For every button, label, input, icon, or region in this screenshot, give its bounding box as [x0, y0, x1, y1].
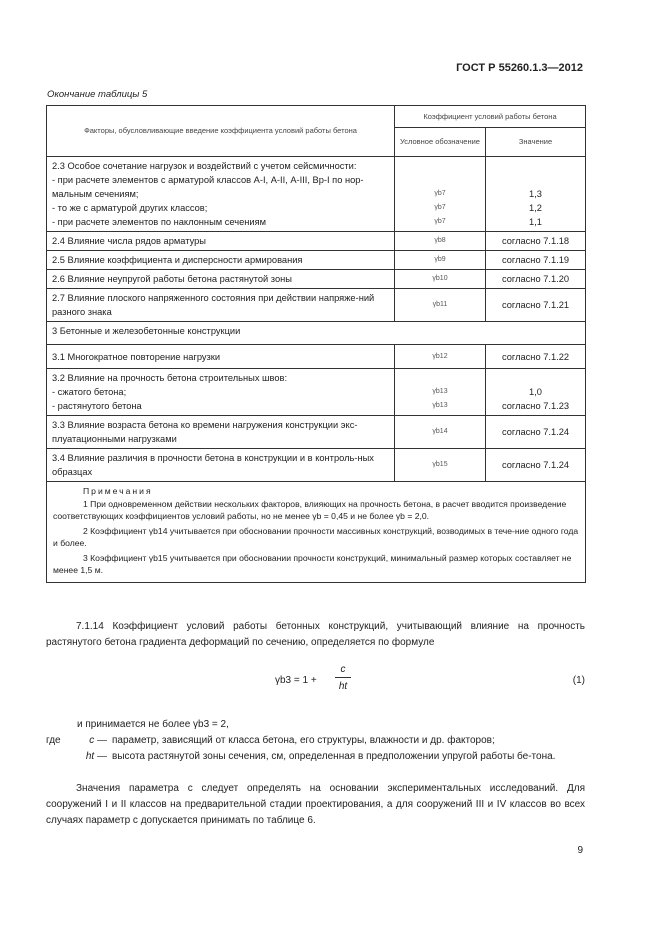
value: согласно 7.1.18 [486, 232, 586, 251]
paragraph-7-1-14: 7.1.14 Коэффициент условий работы бетонных конструкций, учитывающий влияние на прочность растянутого бетона градиента деформаций по сечению, определяется по формуле [46, 620, 585, 648]
factor: 2.6 Влияние неупругой работы бетона растянутой зоны [47, 270, 395, 289]
table-row [47, 345, 586, 369]
factor: 2.5 Влияние коэффициента и дисперсности армирования [47, 251, 395, 270]
symbol: γb7 [434, 204, 446, 211]
factor: 3.3 Влияние возраста бетона ко времени нагружения конструкции экс-плуатационными нагрузками [47, 416, 395, 449]
formula-number: (1) [572, 674, 585, 686]
table-row [47, 289, 586, 322]
table-caption: Окончание таблицы 5 [47, 89, 148, 100]
row-line: - при расчете элементов по наклонным сечениям [52, 217, 267, 227]
table-row [47, 449, 586, 482]
header-value: Значение [486, 128, 586, 157]
symbol-c: c — [89, 734, 107, 746]
table-row [47, 251, 586, 270]
row-line: - то же с арматурой других классов; [52, 203, 208, 213]
definition-row-c [46, 733, 585, 749]
note: 2 Коэффициент γb14 учитывается при обосновании прочности массивных конструкций, возводимых в тече-ние одного года и более. [53, 525, 579, 548]
coefficients-table [46, 105, 586, 583]
value: согласно 7.1.24 [486, 449, 586, 482]
definition-row-h [46, 749, 585, 765]
table-row [47, 270, 586, 289]
symbol: γb13 [432, 402, 448, 409]
symbol: γb11 [395, 289, 486, 322]
note: 1 При одновременном действии нескольких факторов, влияющих на прочность бетона, в расчет вводится произведение соответствующих коэффициентов условий работы, но не менее γb = 0,45 и не более γb = 2,0. [53, 498, 567, 521]
symbol: γb7 [434, 218, 446, 225]
value: согласно 7.1.19 [486, 251, 586, 270]
notes-title: Примечания [83, 486, 153, 496]
section-row [47, 322, 586, 345]
value: согласно 7.1.22 [486, 345, 586, 369]
table-row [47, 416, 586, 449]
page-content [46, 0, 585, 829]
symbol: γb8 [395, 232, 486, 251]
definition-h: высота растянутой зоны сечения, см, определенная в предположении упругой работы бе-тона. [112, 750, 556, 762]
symbol: γb10 [395, 270, 486, 289]
where-label: где [46, 734, 61, 746]
formula-lhs: γb3 = 1 + [275, 674, 317, 686]
formula-numerator: c [335, 663, 351, 678]
value: 1,3 [529, 189, 542, 199]
row-line: - при расчете элементов с арматурой классов А-I, А-II, А-III, Вр-I по нор-мальным сечениям; [52, 175, 364, 199]
symbol: γb13 [432, 388, 448, 395]
symbol: γb7 [434, 190, 446, 197]
paragraph: и принимается не более γb3 = 2, [77, 718, 229, 730]
table-row [47, 369, 586, 416]
symbol: γb9 [395, 251, 486, 270]
header-factors: Факторы, обусловливающие введение коэффициента условий работы бетона [47, 106, 395, 157]
section-title: 3 Бетонные и железобетонные конструкции [47, 322, 586, 345]
header-coef: Коэффициент условий работы бетона [395, 106, 586, 128]
formula [275, 663, 375, 699]
symbol: γb15 [395, 449, 486, 482]
value: согласно 7.1.24 [486, 416, 586, 449]
value: согласно 7.1.20 [486, 270, 586, 289]
factor: 2.4 Влияние числа рядов арматуры [47, 232, 395, 251]
value: согласно 7.1.21 [486, 289, 586, 322]
row-line: - растянутого бетона [52, 401, 142, 411]
row-line: - сжатого бетона; [52, 387, 127, 397]
document-header: ГОСТ Р 55260.1.3—2012 [456, 62, 583, 74]
formula-denominator: ht [338, 680, 348, 692]
symbol: γb12 [395, 345, 486, 369]
value: согласно 7.1.23 [501, 401, 570, 411]
value: 1,2 [529, 203, 542, 213]
row-title: 2.3 Особое сочетание нагрузок и воздействий с учетом сейсмичности: [52, 161, 357, 171]
note: 3 Коэффициент γb15 учитывается при обосновании прочности конструкций, минимальный размер которых составляет не менее 1,5 м. [53, 552, 572, 575]
notes-row [47, 482, 586, 583]
table-row [47, 157, 586, 232]
paragraph: Значения параметра c следует определять на основании экспериментальных исследований. Для сооружений I и II классов на предварительной стадии проектирования, а для сооружений III и IV классов во всех случаях параметр c допускается принимать по таблице 6. [46, 782, 585, 826]
value: 1,0 [529, 387, 542, 397]
definition-c: параметр, зависящий от класса бетона, его структуры, влажности и др. факторов; [112, 734, 495, 746]
factor: 3.1 Многократное повторение нагрузки [47, 345, 395, 369]
row-title: 3.2 Влияние на прочность бетона строительных швов: [52, 373, 288, 383]
formula-block [46, 663, 585, 703]
symbol-h: ht — [85, 750, 107, 762]
header-symbol: Условное обозначение [395, 128, 486, 157]
table-row [47, 232, 586, 251]
factor: 2.7 Влияние плоского напряженного состояния при действии напряже-ний разного знака [47, 289, 395, 322]
page-number: 9 [577, 845, 583, 856]
symbol: γb14 [395, 416, 486, 449]
factor: 3.4 Влияние различия в прочности бетона в конструкции и в контроль-ных образцах [47, 449, 395, 482]
value: 1,1 [529, 217, 542, 227]
